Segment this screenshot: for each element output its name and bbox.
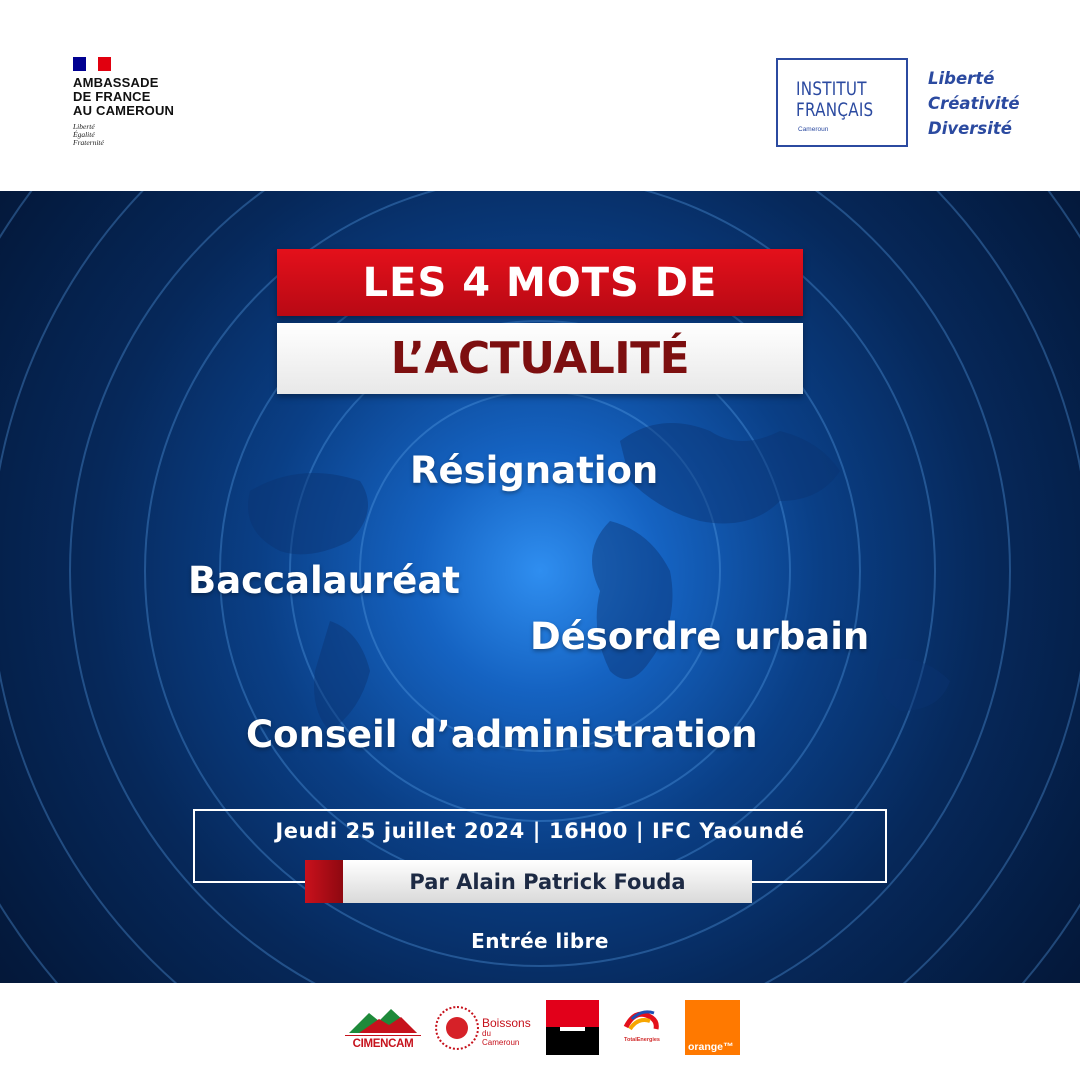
news-word: Désordre urbain bbox=[530, 615, 870, 658]
sponsors-bar bbox=[0, 983, 1080, 1080]
news-word: Conseil d’administration bbox=[246, 713, 758, 756]
title-line-2: L’ACTUALITÉ bbox=[277, 323, 803, 394]
embassy-name-line: AMBASSADE bbox=[73, 75, 159, 90]
entry-note: Entrée libre bbox=[471, 929, 609, 953]
orange-name: orange™ bbox=[688, 1041, 734, 1053]
totalenergies-logo bbox=[618, 1007, 666, 1051]
embassy-logo bbox=[73, 57, 233, 147]
cimencam-logo bbox=[345, 1007, 421, 1055]
speaker-accent bbox=[305, 860, 343, 903]
cimencam-name: CIMENCAM bbox=[345, 1035, 421, 1050]
lion-seal-icon bbox=[435, 1006, 479, 1050]
event-info: Jeudi 25 juillet 2024 | 16H00 | IFC Yaoundé bbox=[275, 819, 805, 843]
news-word: Résignation bbox=[410, 449, 659, 492]
poster-background bbox=[0, 191, 1080, 983]
societe-generale-logo bbox=[546, 1000, 599, 1055]
speaker-banner bbox=[305, 860, 752, 903]
embassy-name bbox=[73, 76, 233, 118]
totalenergies-name: TotalEnergies bbox=[624, 1037, 660, 1043]
republic-motto bbox=[73, 123, 233, 147]
title-line-1: LES 4 MOTS DE bbox=[277, 249, 803, 316]
embassy-name-line: DE FRANCE bbox=[73, 89, 151, 104]
motto-line: Liberté bbox=[73, 122, 95, 131]
institut-values bbox=[928, 66, 1020, 141]
motto-line: Égalité bbox=[73, 130, 95, 139]
totalenergies-swirl-icon bbox=[622, 1007, 662, 1035]
institut-logo-sub: Cameroun bbox=[798, 126, 829, 133]
boissons-name: Boissons bbox=[482, 1016, 531, 1030]
institut-value: Diversité bbox=[928, 119, 1012, 138]
institut-logo-line1: INSTITUT bbox=[796, 79, 867, 100]
institut-value: Liberté bbox=[928, 69, 995, 88]
institut-francais-logo bbox=[776, 58, 908, 147]
cimencam-hills-icon bbox=[349, 1007, 417, 1033]
boissons-du-cameroun-logo bbox=[435, 1000, 530, 1055]
motto-line: Fraternité bbox=[73, 138, 104, 147]
boissons-sub: du Cameroun bbox=[482, 1029, 520, 1047]
institut-logo-line2: FRANÇAIS bbox=[796, 100, 874, 121]
embassy-name-line: AU CAMEROUN bbox=[73, 103, 175, 118]
marianne-flag-icon bbox=[73, 57, 111, 71]
speaker-name: Par Alain Patrick Fouda bbox=[343, 860, 752, 903]
news-word: Baccalauréat bbox=[188, 559, 460, 602]
orange-logo bbox=[685, 1000, 740, 1055]
header bbox=[0, 0, 1080, 191]
institut-value: Créativité bbox=[928, 94, 1020, 113]
